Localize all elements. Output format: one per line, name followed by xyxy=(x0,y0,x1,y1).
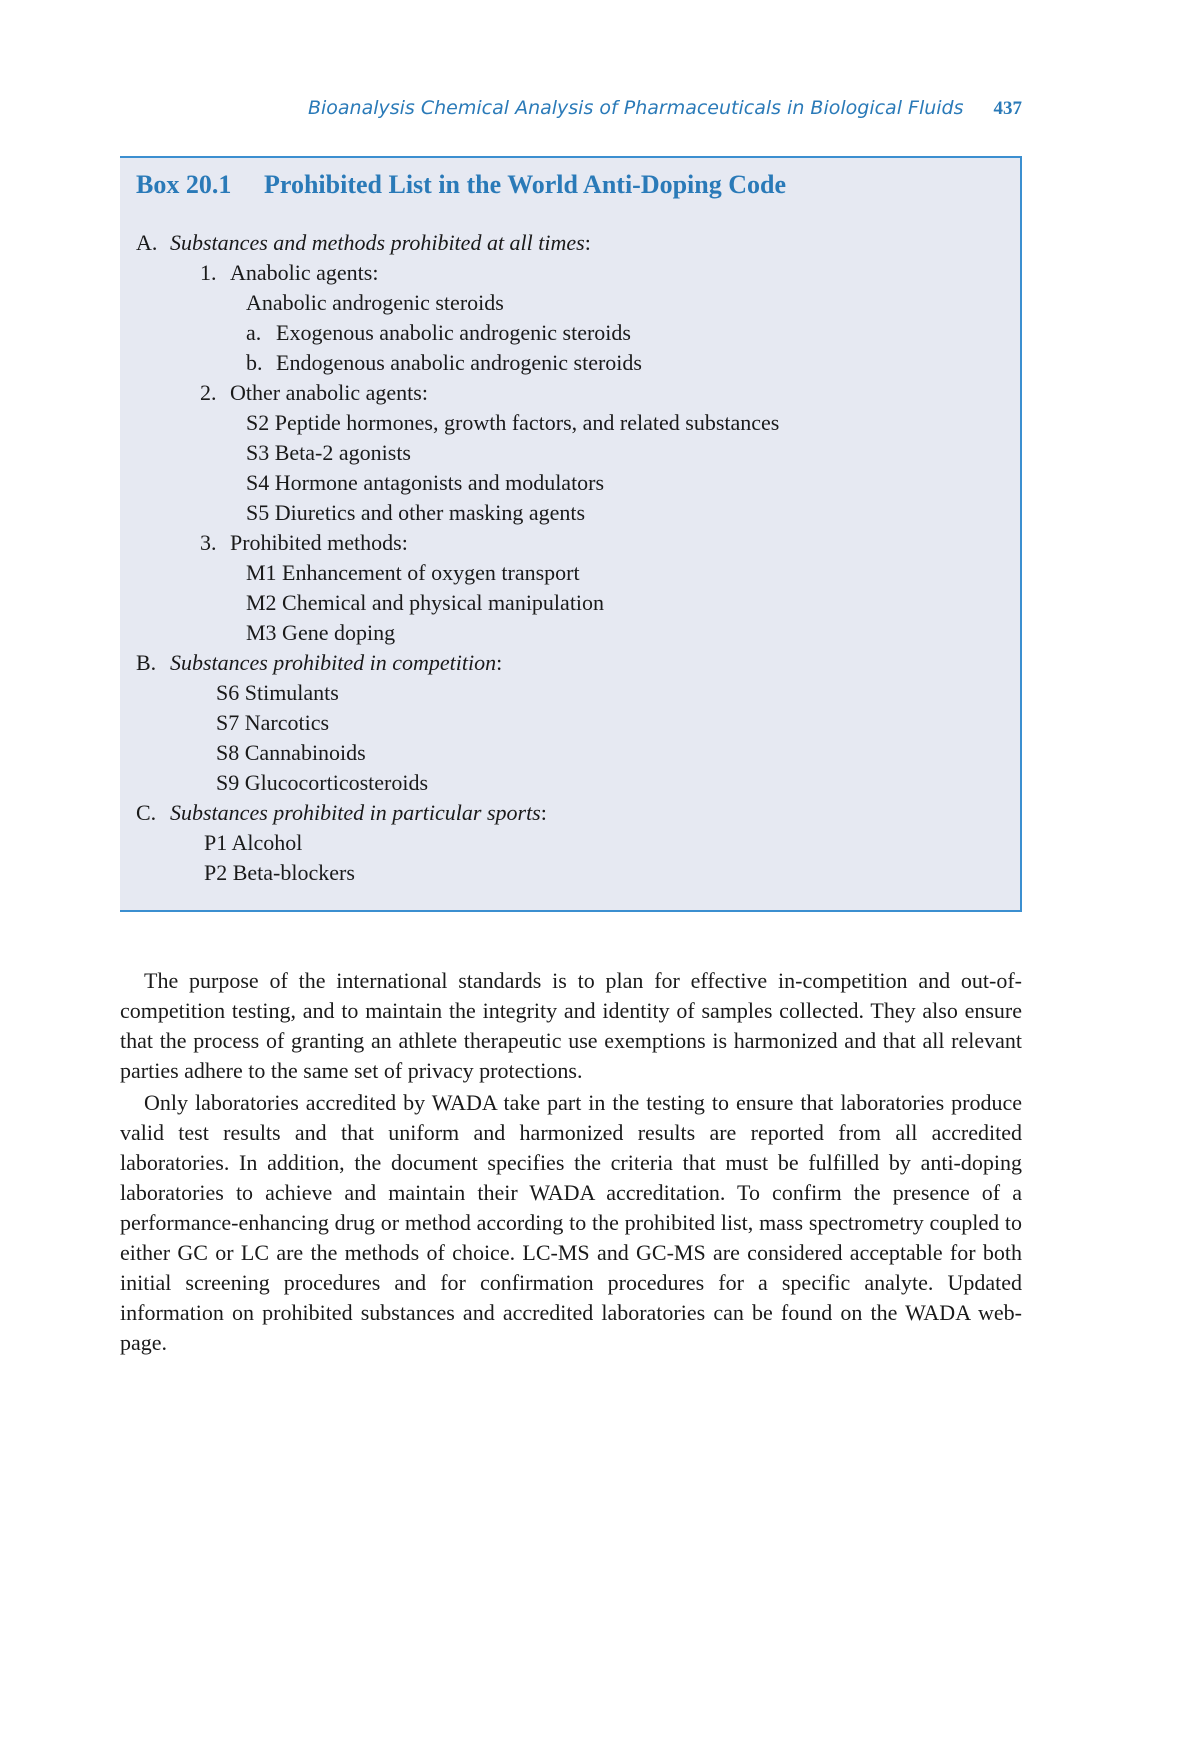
box-body xyxy=(136,228,1004,888)
list-item: S8 Cannabinoids xyxy=(216,740,366,765)
list-item: a. Exogenous anabolic androgenic steroids xyxy=(246,320,631,345)
list-group-heading: 2. Other anabolic agents: xyxy=(200,380,428,405)
paragraph: Only laboratories accredited by WADA take part in the testing to ensure that laboratories produce valid test results and that uniform and harmonized results are reported from all accredited laboratories. In addition, the document specifies the criteria that must be fulfilled by anti-doping laboratories to achieve and maintain their WADA accreditation. To confirm the presence of a performance-enhancing drug or method according to the prohibited list, mass spectrometry coupled to either GC or LC are the methods of choice. LC-MS and GC-MS are considered acceptable for both initial screening procedures and for confirmation procedures for a specific analyte. Updated information on prohibited substances and accredited laboratories can be found on the WADA web-page. xyxy=(120,1090,1022,1355)
list-item: P2 Beta-blockers xyxy=(204,860,355,885)
list-item: M3 Gene doping xyxy=(246,620,396,645)
list-item: M2 Chemical and physical manipulation xyxy=(246,590,605,615)
list-item: P1 Alcohol xyxy=(204,830,303,855)
list-item: S7 Narcotics xyxy=(216,710,330,735)
paragraph: The purpose of the international standards is to plan for effective in-competition and out-of-competition testing, and to maintain the integrity and identity of samples collected. They also ensure that the process of granting an athlete therapeutic use exemptions is harmonized and that all relevant parties adhere to the same set of privacy protections. xyxy=(120,968,1022,1083)
list-item: S4 Hormone antagonists and modulators xyxy=(246,470,605,495)
list-item: S9 Glucocorticosteroids xyxy=(216,770,429,795)
running-title: Bioanalysis Chemical Analysis of Pharmaceuticals in Biological Fluids xyxy=(307,97,964,119)
list-group-heading: 1. Anabolic agents: xyxy=(200,260,379,285)
box-title-text: Prohibited List in the World Anti-Doping Code xyxy=(264,170,787,199)
list-item: S5 Diuretics and other masking agents xyxy=(246,500,586,525)
prohibited-list-box xyxy=(120,156,1022,912)
body-text xyxy=(120,966,1022,1360)
list-item: S6 Stimulants xyxy=(216,680,339,705)
section-b-heading: B. Substances prohibited in competition: xyxy=(136,650,503,675)
list-item: S2 Peptide hormones, growth factors, and related substances xyxy=(246,410,780,435)
box-number: Box 20.1 xyxy=(136,170,232,199)
running-header xyxy=(120,96,1022,121)
section-a-heading: A. Substances and methods prohibited at all times: xyxy=(136,230,591,255)
list-group-heading: 3. Prohibited methods: xyxy=(200,530,408,555)
list-item: M1 Enhancement of oxygen transport xyxy=(246,560,580,585)
list-item: Anabolic androgenic steroids xyxy=(246,290,504,315)
page-number: 437 xyxy=(993,98,1022,119)
list-item: S3 Beta-2 agonists xyxy=(246,440,411,465)
box-title xyxy=(136,170,786,200)
list-item: b. Endogenous anabolic androgenic steroids xyxy=(246,350,642,375)
section-c-heading: C. Substances prohibited in particular sports: xyxy=(136,800,547,825)
